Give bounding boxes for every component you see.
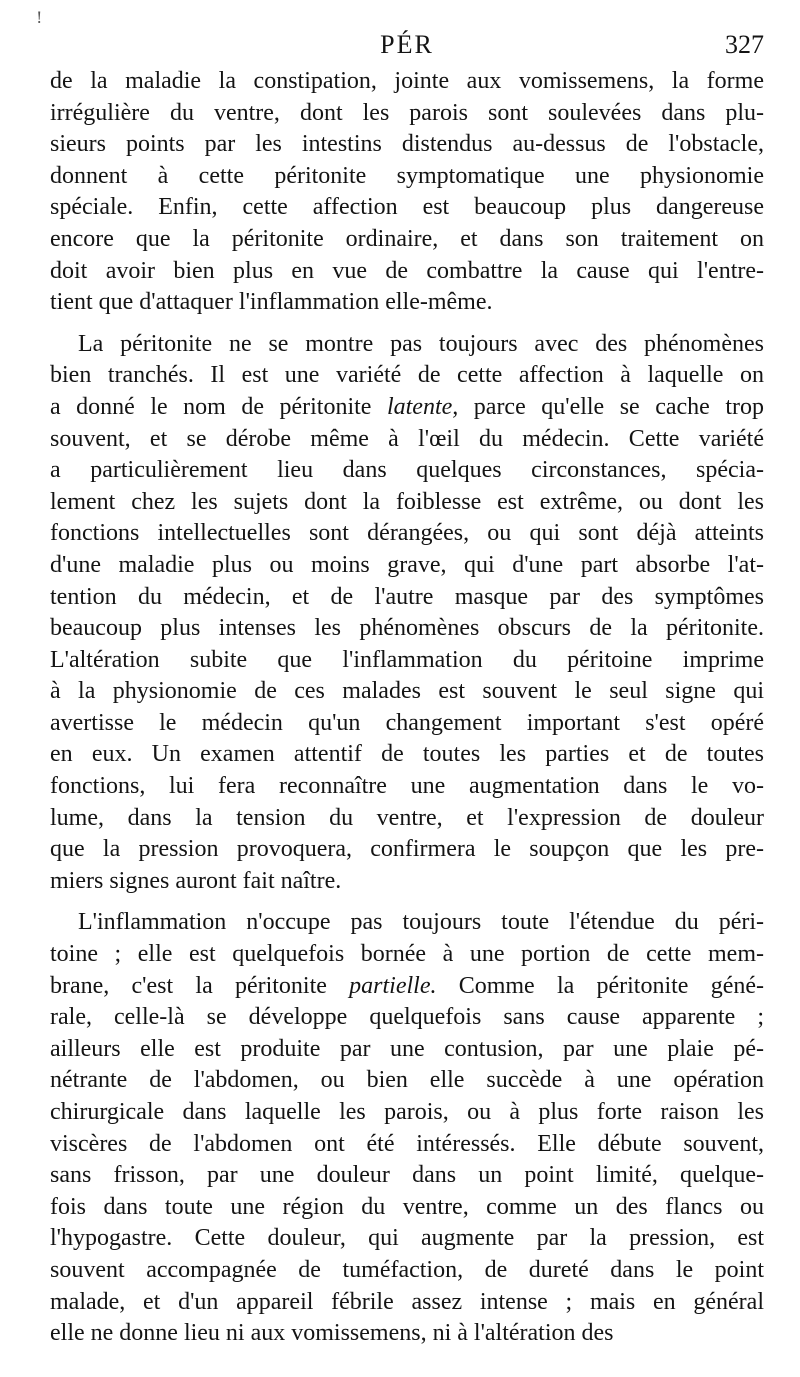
text-line bbox=[50, 1287, 764, 1319]
text-run: lement chez les sujets dont la foiblesse est extrême, ou dont les bbox=[50, 488, 764, 515]
paragraph bbox=[50, 907, 764, 1349]
text-run: à la physionomie de ces malades est souvent le seul signe qui bbox=[50, 678, 764, 705]
text-run: de la maladie la constipation, jointe aux vomissemens, la forme bbox=[50, 68, 764, 94]
text-line bbox=[50, 129, 764, 161]
text-line bbox=[50, 613, 764, 645]
text-line bbox=[50, 939, 764, 971]
text-run: L'inflammation n'occupe pas toujours toute l'étendue du péri- bbox=[78, 909, 764, 936]
text-run: d'une maladie plus ou moins grave, qui d'une part absorbe l'at- bbox=[50, 551, 764, 578]
text-line bbox=[50, 550, 764, 582]
text-line bbox=[50, 907, 764, 939]
text-line bbox=[50, 256, 764, 288]
text-run: viscères de l'abdomen ont été intéressés. Elle débute souvent, bbox=[50, 1130, 764, 1157]
text-run: fonctions, lui fera reconnaître une augmentation dans le vo- bbox=[50, 773, 764, 800]
body-text bbox=[50, 66, 764, 1350]
text-run: toine ; elle est quelquefois bornée à une portion de cette mem- bbox=[50, 941, 764, 968]
text-run: nétrante de l'abdomen, ou bien elle succède à une opération bbox=[50, 1067, 764, 1094]
text-run: elle ne donne lieu ni aux vomissemens, ni à l'altération des bbox=[50, 1320, 614, 1347]
text-line bbox=[50, 518, 764, 550]
text-run: que la pression provoquera, confirmera le soupçon que les pre- bbox=[50, 836, 764, 863]
text-run: irrégulière du ventre, dont les parois sont soulevées dans plu- bbox=[50, 99, 764, 126]
text-line bbox=[50, 1129, 764, 1161]
text-line bbox=[50, 771, 764, 803]
text-run: L'altération subite que l'inflammation du péritoine imprime bbox=[50, 646, 764, 673]
paragraph-gap bbox=[50, 897, 764, 907]
text-line bbox=[50, 392, 764, 424]
paragraph-gap bbox=[50, 319, 764, 329]
text-line bbox=[50, 287, 764, 319]
text-run: beaucoup plus intenses les phénomènes obscurs de la péritonite. bbox=[50, 615, 764, 642]
text-run: chirurgicale dans laquelle les parois, ou à plus forte raison les bbox=[50, 1099, 764, 1125]
text-run: bien tranchés. Il est une variété de cette affection à laquelle on bbox=[50, 362, 764, 389]
running-title: PÉR bbox=[380, 30, 434, 59]
text-run: La péritonite ne se montre pas toujours avec des phénomènes bbox=[78, 330, 764, 357]
text-line bbox=[50, 192, 764, 224]
text-run: souvent accompagnée de tuméfaction, de dureté dans le point bbox=[50, 1256, 764, 1283]
text-line bbox=[50, 1223, 764, 1255]
italic-term: partielle. bbox=[349, 972, 437, 999]
paragraph bbox=[50, 66, 764, 319]
text-run: sans frisson, par une douleur dans un point limité, quelque- bbox=[50, 1162, 764, 1189]
text-line bbox=[50, 224, 764, 256]
text-run: sieurs points par les intestins distendus au-dessus de l'obstacle, bbox=[50, 131, 764, 158]
text-line bbox=[50, 161, 764, 193]
page-number: 327 bbox=[725, 30, 764, 59]
text-run: avertisse le médecin qu'un changement important s'est opéré bbox=[50, 709, 764, 736]
text-line bbox=[50, 1034, 764, 1066]
text-run: ailleurs elle est produite par une contusion, par une plaie pé- bbox=[50, 1035, 764, 1062]
text-line bbox=[50, 1192, 764, 1224]
text-line bbox=[50, 645, 764, 677]
text-line bbox=[50, 866, 764, 898]
text-run: a donné le nom de péritonite bbox=[50, 393, 387, 420]
text-run: miers signes auront fait naître. bbox=[50, 867, 342, 894]
text-run: fonctions intellectuelles sont dérangées, ou qui sont déjà atteints bbox=[50, 520, 764, 547]
text-run: fois dans toute une région du ventre, comme un des flancs ou bbox=[50, 1193, 764, 1220]
text-line bbox=[50, 803, 764, 835]
italic-term: latente, bbox=[386, 393, 459, 420]
text-run: souvent, et se dérobe même à l'œil du médecin. Cette variété bbox=[50, 425, 764, 452]
text-run: encore que la péritonite ordinaire, et dans son traitement on bbox=[50, 225, 764, 252]
text-line bbox=[50, 676, 764, 708]
text-run: a particulièrement lieu dans quelques circonstances, spécia- bbox=[50, 457, 764, 484]
text-line bbox=[50, 582, 764, 614]
text-line bbox=[50, 424, 764, 456]
text-line bbox=[50, 1065, 764, 1097]
text-line bbox=[50, 739, 764, 771]
text-run: doit avoir bien plus en vue de combattre la cause qui l'entre- bbox=[50, 257, 764, 284]
text-line bbox=[50, 455, 764, 487]
text-line bbox=[50, 1160, 764, 1192]
paragraph bbox=[50, 329, 764, 898]
text-run: brane, c'est la péritonite bbox=[50, 972, 350, 999]
text-line bbox=[50, 834, 764, 866]
running-head bbox=[50, 30, 764, 62]
text-run: en eux. Un examen attentif de toutes les parties et de toutes bbox=[50, 741, 764, 768]
text-run: spéciale. Enfin, cette affection est beaucoup plus dangereuse bbox=[50, 194, 764, 221]
text-line bbox=[50, 329, 764, 361]
text-line bbox=[50, 487, 764, 519]
margin-mark: ! bbox=[36, 8, 43, 27]
text-run: tention du médecin, et de l'autre masque par des symptômes bbox=[50, 583, 764, 610]
text-line bbox=[50, 98, 764, 130]
text-line bbox=[50, 1097, 764, 1129]
text-run: Comme la péritonite géné- bbox=[436, 972, 764, 999]
text-run: lume, dans la tension du ventre, et l'expression de douleur bbox=[50, 804, 764, 831]
text-line bbox=[50, 971, 764, 1003]
text-line bbox=[50, 1318, 764, 1350]
text-run: rale, celle-là se développe quelquefois sans cause apparente ; bbox=[50, 1004, 764, 1031]
text-line bbox=[50, 1002, 764, 1034]
text-run: parce qu'elle se cache trop bbox=[458, 393, 764, 420]
text-line bbox=[50, 1255, 764, 1287]
text-run: donnent à cette péritonite symptomatique une physionomie bbox=[50, 162, 764, 189]
text-run: malade, et d'un appareil fébrile assez intense ; mais en général bbox=[50, 1288, 764, 1315]
text-line bbox=[50, 66, 764, 98]
text-run: l'hypogastre. Cette douleur, qui augmente par la pression, est bbox=[50, 1225, 764, 1252]
text-line bbox=[50, 360, 764, 392]
text-line bbox=[50, 708, 764, 740]
text-run: tient que d'attaquer l'inflammation elle-même. bbox=[50, 289, 493, 316]
